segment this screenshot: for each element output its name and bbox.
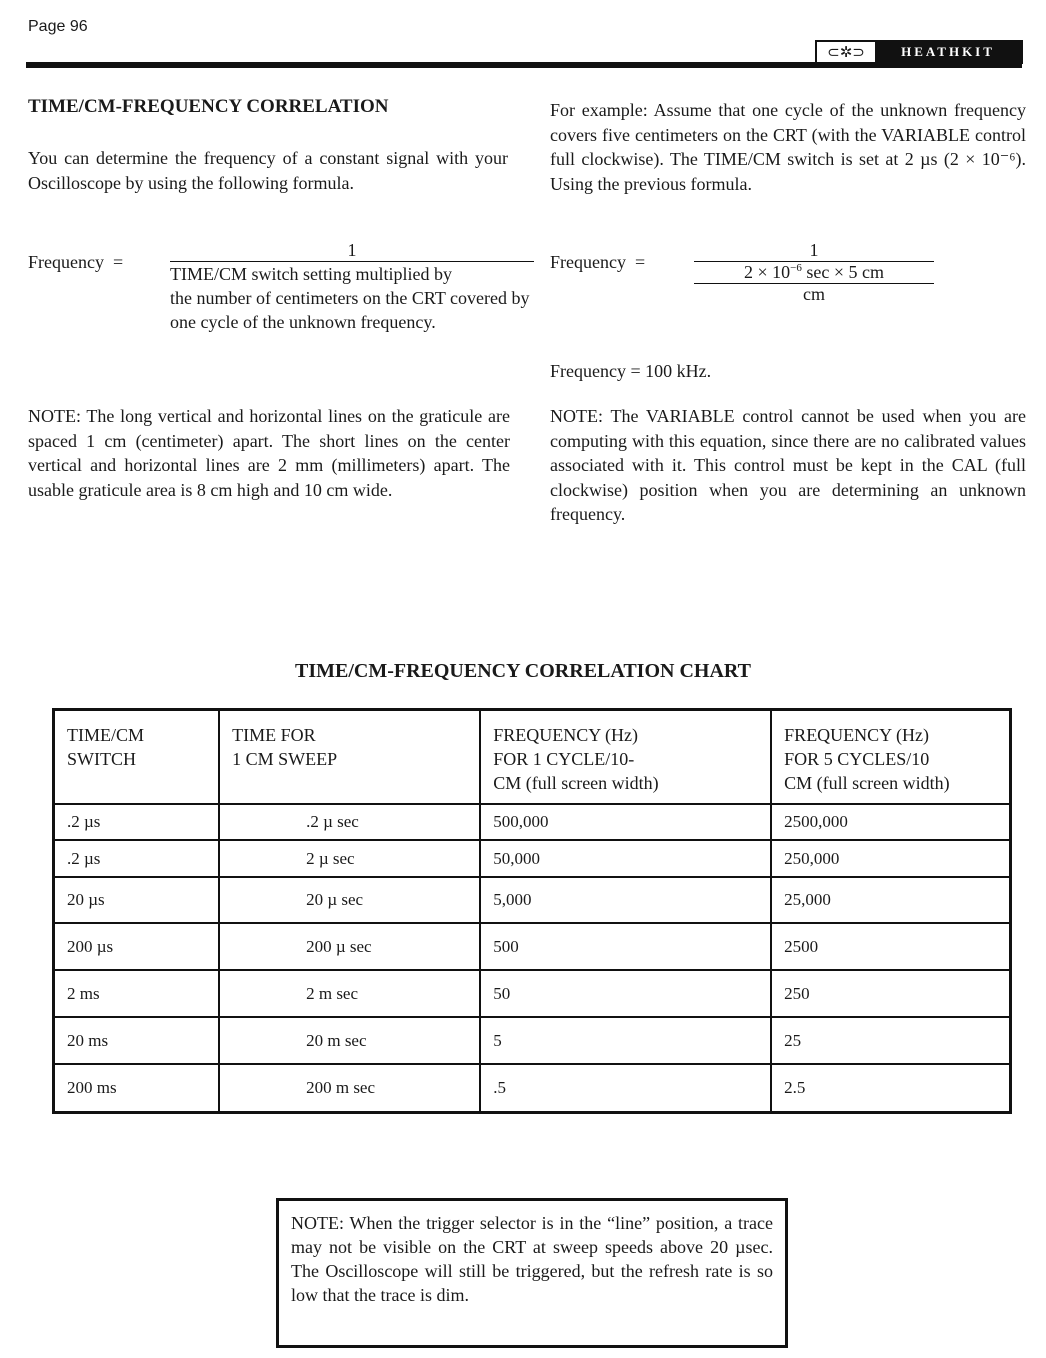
table-cell: 20 ms	[54, 1017, 220, 1064]
chart-title: TIME/CM-FREQUENCY CORRELATION CHART	[295, 660, 751, 682]
table-cell: 200 µ sec	[219, 923, 480, 970]
example-denominator: $2 \times 10^{-6}$ sec × 5 cm	[744, 262, 884, 282]
table-cell: 5,000	[480, 877, 771, 923]
table-cell: 25,000	[771, 877, 1010, 923]
header-rule	[26, 62, 1022, 68]
table-cell: 500	[480, 923, 771, 970]
table-cell: .5	[480, 1064, 771, 1112]
table-cell: 250	[771, 970, 1010, 1017]
table-cell: 2 µ sec	[219, 840, 480, 877]
table-cell: 25	[771, 1017, 1010, 1064]
table-cell: .2 µs	[54, 840, 220, 877]
table-cell: 50	[480, 970, 771, 1017]
table-row	[54, 1017, 1011, 1064]
example-formula-label: Frequency =	[550, 252, 646, 272]
example-result: Frequency = 100 kHz.	[550, 361, 712, 381]
table-cell: 50,000	[480, 840, 771, 877]
formula-denominator-line1: TIME/CM switch setting multiplied by	[170, 264, 452, 284]
table-cell: 20 m sec	[219, 1017, 480, 1064]
formula-label: Frequency =	[28, 252, 124, 272]
example-unit: cm	[803, 284, 825, 304]
table-cell: 2500,000	[771, 804, 1010, 840]
atom-icon: ⊂✲⊃	[827, 43, 865, 61]
table-cell: 200 µs	[54, 923, 220, 970]
header-time-for-sweep: TIME FOR 1 CM SWEEP	[219, 710, 480, 805]
table-cell: .2 µs	[54, 804, 220, 840]
header-frequency-5-cycles: FREQUENCY (Hz) FOR 5 CYCLES/10 CM (full screen width)	[771, 710, 1010, 805]
brand-wordmark: HEATHKIT	[875, 42, 1021, 62]
intro-paragraph: You can determine the frequency of a constant signal with your Oscilloscope by using the following formula.	[28, 148, 508, 193]
table-row	[54, 840, 1011, 877]
formula-numerator: 1	[347, 240, 357, 260]
heathkit-logo	[815, 40, 1023, 64]
page-number: Page 96	[28, 18, 88, 35]
table-cell: 5	[480, 1017, 771, 1064]
example-paragraph: For example: Assume that one cycle of the unknown frequency covers five centimeters on the CRT (with the VARIABLE control full clockwise). The TIME/CM switch is set at 2 µs (2 × 10⁻⁶). Using the previous formula.	[550, 100, 1026, 194]
example-formula	[694, 240, 934, 305]
variable-control-note: NOTE: The VARIABLE control cannot be used when you are computing with this equation, since there are no calibrated values associated with it. This control must be kept in the CAL (full clockwise) position when you are determining an unknown frequency.	[550, 406, 1026, 524]
table-cell: 200 m sec	[219, 1064, 480, 1112]
table-cell: 2.5	[771, 1064, 1010, 1112]
table-cell: 20 µs	[54, 877, 220, 923]
table-cell: 250,000	[771, 840, 1010, 877]
table-cell: 200 ms	[54, 1064, 220, 1112]
table-row	[54, 804, 1011, 840]
table-cell: 2500	[771, 923, 1010, 970]
table-cell: .2 µ sec	[219, 804, 480, 840]
table-row	[54, 923, 1011, 970]
correlation-table	[52, 708, 1012, 1114]
table-cell: 20 µ sec	[219, 877, 480, 923]
trigger-note-box: NOTE: When the trigger selector is in the “line” position, a trace may not be visible on the CRT at sweep speeds above 20 µsec. The Oscilloscope will still be triggered, but the refresh rate is so low that the trace is dim.	[276, 1198, 788, 1348]
table-row	[54, 877, 1011, 923]
header-time-cm-switch: TIME/CM SWITCH	[54, 710, 220, 805]
general-formula	[170, 240, 534, 334]
header-frequency-1-cycle: FREQUENCY (Hz) FOR 1 CYCLE/10- CM (full screen width)	[480, 710, 771, 805]
section-heading: TIME/CM-FREQUENCY CORRELATION	[28, 96, 389, 117]
table-header-row	[54, 710, 1011, 805]
table-cell: 2 m sec	[219, 970, 480, 1017]
formula-denominator-rest: the number of centimeters on the CRT covered by one cycle of the unknown frequency.	[170, 288, 530, 332]
example-numerator: 1	[809, 240, 819, 260]
table-row	[54, 970, 1011, 1017]
graticule-note: NOTE: The long vertical and horizontal lines on the graticule are spaced 1 cm (centimeter) apart. The short lines on the center vertical and horizontal lines are 2 mm (millimeters) apart. The usable graticule area is 8 cm high and 10 cm wide.	[28, 406, 510, 500]
table-cell: 500,000	[480, 804, 771, 840]
table-cell: 2 ms	[54, 970, 220, 1017]
table-row	[54, 1064, 1011, 1112]
